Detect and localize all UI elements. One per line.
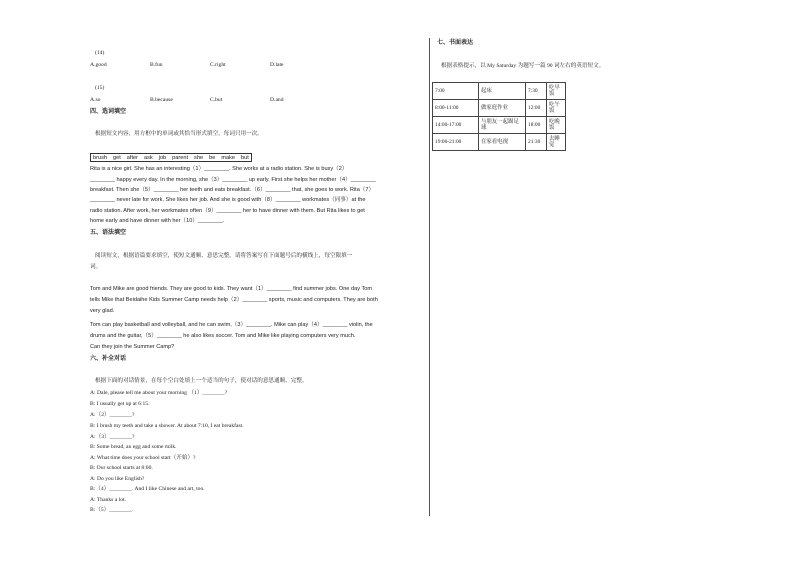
passage-line: very glad. (90, 308, 115, 314)
section-4-heading: 四、选词填空 (90, 109, 127, 115)
word-box-item: she (194, 154, 204, 161)
table-row (433, 117, 566, 134)
section-5-instruction: 词。 (90, 264, 102, 270)
schedule-time: 7:30 (526, 83, 547, 100)
q14-option-b: B.fun (150, 62, 163, 68)
section-4-instruction: 根据短文内容，用方框中的单词或其恰当形式填空，每词只用一次。 (95, 131, 263, 137)
schedule-activity: 去睡觉 (547, 134, 566, 151)
q15-option-a: A.so (90, 97, 101, 103)
table-row (433, 83, 566, 100)
passage-line: Rita is a nice girl. She has an interesting（1）________. She works at a radio station. She is busy（2） (90, 166, 348, 172)
schedule-time: 8:00-11:00 (433, 100, 479, 117)
q15-option-c: C.but (210, 97, 223, 103)
passage-line: tells Mike that Beidaihe Kids Summer Camp needs help（2）________ sports, music and computers. They are both (90, 297, 378, 303)
q14-option-d: D.late (270, 62, 284, 68)
schedule-time: 7:00 (433, 83, 479, 100)
q15-option-d: D.and (270, 97, 284, 103)
passage-line: breakfast. Then she（5）________ her teeth and eats breakfast.（6）________ that, she goes to work. Rita（7） (90, 187, 375, 193)
section-5-heading: 五、语法填空 (90, 230, 127, 236)
schedule-time: 14:00-17:00 (433, 117, 479, 134)
dialogue-line: A:（3）________? (90, 434, 135, 440)
word-box-item: make (221, 154, 235, 161)
dialogue-line: B: I usually get up at 6:15. (90, 401, 150, 407)
passage-line: radio station. After work, her workmates often（9）________ her to have dinner with them. But Rita likes to get (90, 208, 365, 214)
passage-line: Tom can play basketball and volleyball, and he can swim,（3）________. Mike can play（4）________ violin, the (90, 322, 373, 328)
schedule-activity: 吃午饭 (547, 100, 566, 117)
schedule-activity: 起床 (479, 83, 526, 100)
schedule-activity: 吃早饭 (547, 83, 566, 100)
word-box-item: parent (172, 154, 189, 161)
word-box-item: brush (93, 154, 107, 161)
schedule-table (432, 82, 566, 151)
passage-line: Can they join the Summer Camp? (90, 344, 175, 350)
schedule-activity: 与朋友一起踢足球 (479, 117, 526, 134)
schedule-activity: 在家看电视 (479, 134, 526, 151)
dialogue-line: A:（2）________? (90, 412, 135, 418)
dialogue-line: B: Our school starts at 8:00. (90, 465, 153, 471)
passage-line: drums and the guitar,（5）________ he also likes soccer. Tom and Mike like playing computers very much. (90, 333, 356, 339)
section-7-heading: 七、书面表达 (437, 40, 474, 46)
dialogue-line: B: I brush my teeth and take a shower. At about 7:10, I eat breakfast. (90, 423, 244, 429)
word-box-item: ask (143, 154, 153, 161)
passage-line: home early and have dinner with her（10）________. (90, 218, 225, 224)
dialogue-line: A: What time does your school start（开始）? (90, 455, 196, 461)
word-box (90, 153, 252, 162)
dialogue-line: B:（4）________. And I like Chinese and art, too. (90, 486, 205, 492)
table-row (433, 134, 566, 151)
schedule-activity: 做家庭作业 (479, 100, 526, 117)
column-divider (429, 38, 430, 516)
q15-option-b: B.because (150, 97, 173, 103)
word-box-item: but (241, 154, 249, 161)
dialogue-line: A: Do you like English? (90, 476, 145, 482)
dialogue-line: B:（5）________. (90, 507, 134, 513)
table-row (433, 100, 566, 117)
schedule-time: 12:00 (526, 100, 547, 117)
schedule-activity: 吃晚饭 (547, 117, 566, 134)
section-6-heading: 六、补全对话 (90, 356, 127, 362)
dialogue-line: B: Some bread, an egg and some milk. (90, 444, 177, 450)
word-box-item: get (113, 154, 121, 161)
passage-line: ________ happy every day. In the morning, she（3）________ up early. First she helps her mother（4）________ (90, 177, 376, 183)
section-5-instruction: 阅读短文，根据语篇要求填空，使短文通顺、意思完整。请将答案写在下面题号后的横线上，每空限填一 (95, 253, 353, 259)
schedule-time: 21:30 (526, 134, 547, 151)
word-box-item: job (158, 154, 167, 161)
section-6-instruction: 根据下面的对话情景，在每个空白处填上一个适当的句子，使对话的意思通顺、完整。 (95, 378, 308, 384)
q14-option-c: C.right (210, 62, 226, 68)
passage-line: Tom and Mike are good friends. They are good to kids. They want（1）________ find summer jobs. One day Tom (90, 286, 373, 292)
question-14-number: (14) (95, 50, 105, 56)
q14-option-a: A.good (90, 62, 107, 68)
passage-line: ________ never late for work. She likes her job. And she is good with（8）________ workmates（同事）at the (90, 197, 366, 203)
word-box-item: after (126, 154, 138, 161)
schedule-time: 18:00 (526, 117, 547, 134)
dialogue-line: A: Thanks a lot. (90, 497, 126, 503)
dialogue-line: A: Dale, please tell me about your morning （1）________? (90, 390, 228, 396)
question-15-number: (15) (95, 85, 105, 91)
section-7-instruction: 根据表格提示，以 My Saturday 为题写一篇 90 词左右的英语短文。 (441, 63, 605, 69)
schedule-time: 19:00-21:00 (433, 134, 479, 151)
word-box-item: be (209, 154, 216, 161)
